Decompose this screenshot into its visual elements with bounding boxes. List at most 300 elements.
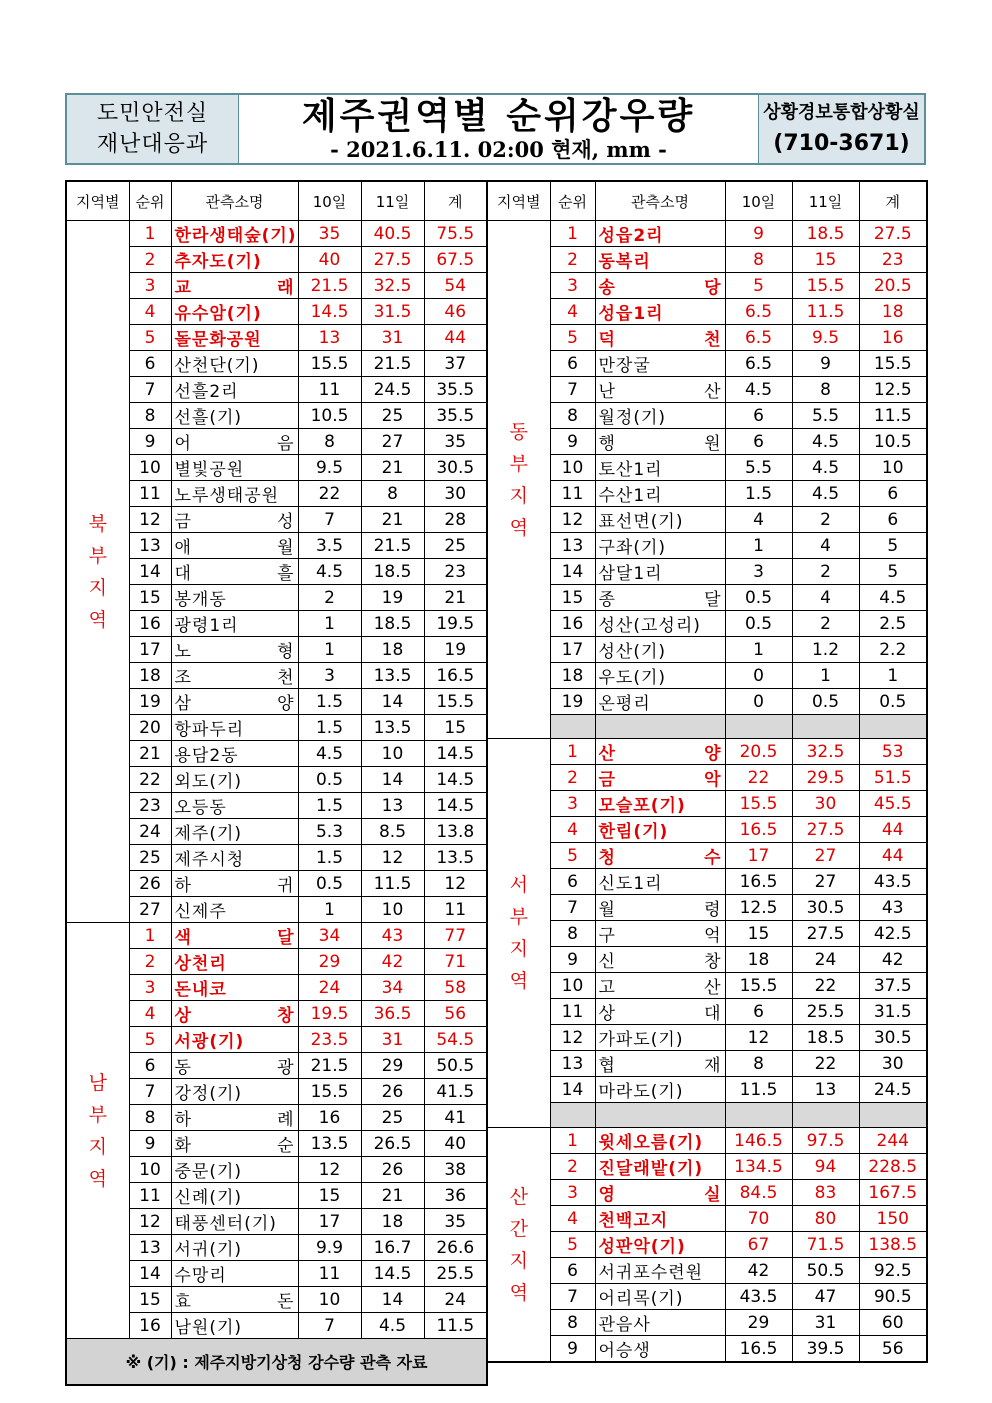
rain-total-cell: 40 xyxy=(424,1131,487,1157)
rain-total-cell: 12.5 xyxy=(859,377,927,403)
rain-total-cell: 71 xyxy=(424,949,487,975)
rain-10th-cell: 11.5 xyxy=(725,1077,792,1103)
rain-11th-cell: 50.5 xyxy=(792,1258,859,1284)
org-line-2: 재난대응과 xyxy=(96,132,209,157)
org-line-1: 도민안전실 xyxy=(96,101,209,126)
table-row xyxy=(66,429,487,455)
rain-total-cell: 15.5 xyxy=(424,689,487,715)
rank-cell: 9 xyxy=(550,429,595,455)
rain-total-cell: 36 xyxy=(424,1183,487,1209)
rain-11th-cell: 1.2 xyxy=(792,637,859,663)
rain-10th-cell: 1.5 xyxy=(298,715,361,741)
rain-total-cell: 20.5 xyxy=(859,273,927,299)
rain-10th-cell: 6.5 xyxy=(725,351,792,377)
rain-11th-cell: 31 xyxy=(361,325,424,351)
station-name-cell: 노 형 xyxy=(171,637,298,663)
rain-11th-cell: 11.5 xyxy=(361,871,424,897)
station-name-cell: 추자도(기) xyxy=(171,247,298,273)
rain-11th-cell: 18.5 xyxy=(361,559,424,585)
station-name-cell: 산천단(기) xyxy=(171,351,298,377)
rank-cell: 19 xyxy=(550,689,595,715)
rank-cell: 3 xyxy=(129,273,171,299)
rank-cell: 5 xyxy=(129,325,171,351)
station-name-cell: 봉개동 xyxy=(171,585,298,611)
station-name-cell: 선흘(기) xyxy=(171,403,298,429)
rain-11th-cell: 9 xyxy=(792,351,859,377)
rank-cell: 4 xyxy=(129,299,171,325)
rain-10th-cell: 10.5 xyxy=(298,403,361,429)
rain-total-cell: 56 xyxy=(424,1001,487,1027)
table-row xyxy=(487,999,927,1025)
rank-cell: 24 xyxy=(129,819,171,845)
rain-total-cell: 35.5 xyxy=(424,403,487,429)
rain-10th-cell: 15.5 xyxy=(298,1079,361,1105)
rain-total-cell: 15 xyxy=(424,715,487,741)
station-name-cell: 온평리 xyxy=(595,689,725,715)
rain-11th-cell: 22 xyxy=(792,973,859,999)
station-name-cell: 어리목(기) xyxy=(595,1284,725,1310)
rain-total-cell: 24 xyxy=(424,1287,487,1313)
rain-10th-cell: 1.5 xyxy=(298,845,361,871)
rain-10th-cell: 21.5 xyxy=(298,1053,361,1079)
rain-11th-cell: 27.5 xyxy=(792,921,859,947)
table-row xyxy=(66,819,487,845)
rank-cell: 14 xyxy=(129,1261,171,1287)
rain-total-cell: 27.5 xyxy=(859,221,927,247)
table-row xyxy=(487,611,927,637)
rank-cell: 11 xyxy=(129,481,171,507)
rain-total-cell: 19 xyxy=(424,637,487,663)
rain-total-cell: 92.5 xyxy=(859,1258,927,1284)
rain-total-cell: 23 xyxy=(424,559,487,585)
rank-cell: 25 xyxy=(129,845,171,871)
table-row xyxy=(66,1079,487,1105)
rain-11th-cell: 22 xyxy=(792,1051,859,1077)
table-row xyxy=(487,1232,927,1258)
rainfall-table-left xyxy=(65,180,488,1386)
empty-cell xyxy=(725,715,792,739)
rain-10th-cell: 1 xyxy=(725,533,792,559)
table-row xyxy=(487,817,927,843)
rain-11th-cell: 8 xyxy=(792,377,859,403)
rain-total-cell: 138.5 xyxy=(859,1232,927,1258)
table-row xyxy=(487,1284,927,1310)
table-row xyxy=(66,767,487,793)
station-name-cell: 효 돈 xyxy=(171,1287,298,1313)
rain-total-cell: 90.5 xyxy=(859,1284,927,1310)
rain-total-cell: 26.6 xyxy=(424,1235,487,1261)
rain-11th-cell: 32.5 xyxy=(792,739,859,765)
rain-11th-cell: 24.5 xyxy=(361,377,424,403)
rain-total-cell: 15.5 xyxy=(859,351,927,377)
table-row xyxy=(487,1077,927,1103)
station-name-cell: 항파두리 xyxy=(171,715,298,741)
rank-cell: 3 xyxy=(129,975,171,1001)
rain-11th-cell: 27.5 xyxy=(792,817,859,843)
table-row xyxy=(487,507,927,533)
rain-11th-cell: 25 xyxy=(361,403,424,429)
rain-total-cell: 67.5 xyxy=(424,247,487,273)
rain-11th-cell: 14 xyxy=(361,767,424,793)
rain-11th-cell: 30 xyxy=(792,791,859,817)
rain-11th-cell: 21.5 xyxy=(361,533,424,559)
rain-10th-cell: 5.5 xyxy=(725,455,792,481)
rain-10th-cell: 16.5 xyxy=(725,869,792,895)
rain-11th-cell: 15 xyxy=(792,247,859,273)
footnote-row xyxy=(66,1339,487,1385)
empty-cell xyxy=(595,715,725,739)
station-name-cell: 성산(고성리) xyxy=(595,611,725,637)
region-label: 동부지역 xyxy=(487,221,550,739)
rain-total-cell: 30 xyxy=(424,481,487,507)
table-row xyxy=(487,973,927,999)
rank-cell: 7 xyxy=(550,377,595,403)
station-name-cell: 만장굴 xyxy=(595,351,725,377)
rank-cell: 16 xyxy=(550,611,595,637)
report-header xyxy=(65,93,926,165)
rain-11th-cell: 42 xyxy=(361,949,424,975)
rain-11th-cell: 1 xyxy=(792,663,859,689)
station-name-cell: 유수암(기) xyxy=(171,299,298,325)
rainfall-table-right xyxy=(486,180,928,1363)
rain-total-cell: 30.5 xyxy=(424,455,487,481)
rank-cell: 6 xyxy=(550,869,595,895)
rain-11th-cell: 83 xyxy=(792,1180,859,1206)
rain-10th-cell: 16.5 xyxy=(725,1336,792,1363)
rain-11th-cell: 18 xyxy=(361,1209,424,1235)
station-name-cell: 서귀(기) xyxy=(171,1235,298,1261)
empty-cell xyxy=(859,1103,927,1128)
col-header-10th: 10일 xyxy=(298,181,361,221)
rain-10th-cell: 4.5 xyxy=(298,559,361,585)
rain-10th-cell: 8 xyxy=(725,1051,792,1077)
rank-cell: 7 xyxy=(129,377,171,403)
table-row xyxy=(487,377,927,403)
rank-cell: 10 xyxy=(550,973,595,999)
station-name-cell: 난 산 xyxy=(595,377,725,403)
rain-10th-cell: 0.5 xyxy=(725,611,792,637)
rank-cell: 8 xyxy=(129,1105,171,1131)
station-name-cell: 삼 양 xyxy=(171,689,298,715)
station-name-cell: 송 당 xyxy=(595,273,725,299)
rain-total-cell: 31.5 xyxy=(859,999,927,1025)
rank-cell: 4 xyxy=(550,817,595,843)
station-name-cell: 별빛공원 xyxy=(171,455,298,481)
empty-cell xyxy=(550,1103,595,1128)
rain-total-cell: 53 xyxy=(859,739,927,765)
rain-total-cell: 23 xyxy=(859,247,927,273)
rank-cell: 11 xyxy=(550,999,595,1025)
rain-10th-cell: 4 xyxy=(725,507,792,533)
rank-cell: 10 xyxy=(550,455,595,481)
table-row xyxy=(487,1051,927,1077)
rank-cell: 15 xyxy=(129,585,171,611)
station-name-cell: 태풍센터(기) xyxy=(171,1209,298,1235)
station-name-cell: 수망리 xyxy=(171,1261,298,1287)
rain-10th-cell: 15 xyxy=(298,1183,361,1209)
table-row xyxy=(487,1025,927,1051)
station-name-cell: 모슬포(기) xyxy=(595,791,725,817)
table-row xyxy=(66,1105,487,1131)
station-name-cell: 청 수 xyxy=(595,843,725,869)
rank-cell: 14 xyxy=(550,1077,595,1103)
rain-total-cell: 43.5 xyxy=(859,869,927,895)
rain-total-cell: 13.8 xyxy=(424,819,487,845)
rain-10th-cell: 5.3 xyxy=(298,819,361,845)
station-name-cell: 하 귀 xyxy=(171,871,298,897)
rain-10th-cell: 70 xyxy=(725,1206,792,1232)
rank-cell: 10 xyxy=(129,1157,171,1183)
rain-10th-cell: 16 xyxy=(298,1105,361,1131)
rank-cell: 11 xyxy=(550,481,595,507)
rain-10th-cell: 67 xyxy=(725,1232,792,1258)
rain-10th-cell: 29 xyxy=(298,949,361,975)
rain-total-cell: 6 xyxy=(859,507,927,533)
rain-10th-cell: 6.5 xyxy=(725,325,792,351)
rain-10th-cell: 0 xyxy=(725,663,792,689)
rain-11th-cell: 21 xyxy=(361,1183,424,1209)
rain-10th-cell: 13.5 xyxy=(298,1131,361,1157)
rain-total-cell: 75.5 xyxy=(424,221,487,247)
rain-10th-cell: 4.5 xyxy=(725,377,792,403)
table-row xyxy=(487,739,927,765)
station-name-cell: 돌문화공원 xyxy=(171,325,298,351)
station-name-cell: 색 달 xyxy=(171,923,298,949)
table-row xyxy=(487,1154,927,1180)
station-name-cell: 중문(기) xyxy=(171,1157,298,1183)
station-name-cell: 금 악 xyxy=(595,765,725,791)
rain-total-cell: 41.5 xyxy=(424,1079,487,1105)
rain-11th-cell: 10 xyxy=(361,897,424,923)
rain-10th-cell: 12 xyxy=(725,1025,792,1051)
rain-total-cell: 16 xyxy=(859,325,927,351)
rain-total-cell: 14.5 xyxy=(424,767,487,793)
rain-11th-cell: 29.5 xyxy=(792,765,859,791)
rank-cell: 15 xyxy=(129,1287,171,1313)
station-name-cell: 산 양 xyxy=(595,739,725,765)
rain-11th-cell: 26 xyxy=(361,1157,424,1183)
rain-total-cell: 19.5 xyxy=(424,611,487,637)
rain-10th-cell: 40 xyxy=(298,247,361,273)
rank-cell: 6 xyxy=(129,351,171,377)
rain-11th-cell: 39.5 xyxy=(792,1336,859,1363)
rain-11th-cell: 11.5 xyxy=(792,299,859,325)
rain-10th-cell: 22 xyxy=(298,481,361,507)
station-name-cell: 선흘2리 xyxy=(171,377,298,403)
rank-cell: 2 xyxy=(550,247,595,273)
rain-10th-cell: 23.5 xyxy=(298,1027,361,1053)
rain-11th-cell: 25.5 xyxy=(792,999,859,1025)
station-name-cell: 제주시청 xyxy=(171,845,298,871)
rain-11th-cell: 18 xyxy=(361,637,424,663)
rank-cell: 9 xyxy=(129,1131,171,1157)
rank-cell: 8 xyxy=(550,921,595,947)
station-name-cell: 화 순 xyxy=(171,1131,298,1157)
rank-cell: 13 xyxy=(550,1051,595,1077)
rank-cell: 15 xyxy=(550,585,595,611)
station-name-cell: 구좌(기) xyxy=(595,533,725,559)
table-row xyxy=(487,1310,927,1336)
table-row xyxy=(66,325,487,351)
table-row xyxy=(487,351,927,377)
rain-total-cell: 25 xyxy=(424,533,487,559)
rain-10th-cell: 1.5 xyxy=(725,481,792,507)
rain-10th-cell: 1.5 xyxy=(298,793,361,819)
rank-cell: 12 xyxy=(129,1209,171,1235)
rain-11th-cell: 43 xyxy=(361,923,424,949)
rain-total-cell: 28 xyxy=(424,507,487,533)
table-row xyxy=(487,765,927,791)
page-title: 제주권역별 순위강우량 xyxy=(301,96,696,137)
col-header-station: 관측소명 xyxy=(595,181,725,221)
rain-11th-cell: 10 xyxy=(361,741,424,767)
rain-11th-cell: 71.5 xyxy=(792,1232,859,1258)
rank-cell: 1 xyxy=(129,923,171,949)
station-name-cell: 진달래밭(기) xyxy=(595,1154,725,1180)
rank-cell: 3 xyxy=(550,273,595,299)
rain-11th-cell: 31 xyxy=(792,1310,859,1336)
rank-cell: 7 xyxy=(550,895,595,921)
rain-total-cell: 2.5 xyxy=(859,611,927,637)
station-name-cell: 강정(기) xyxy=(171,1079,298,1105)
rain-total-cell: 13.5 xyxy=(424,845,487,871)
office-name: 상황경보통합상황실 xyxy=(763,102,920,123)
rank-cell: 22 xyxy=(129,767,171,793)
rain-total-cell: 10.5 xyxy=(859,429,927,455)
region-label: 북부지역 xyxy=(66,221,129,923)
rain-11th-cell: 4 xyxy=(792,533,859,559)
col-header-11th: 11일 xyxy=(361,181,424,221)
table-row xyxy=(487,247,927,273)
rain-11th-cell: 13 xyxy=(792,1077,859,1103)
rank-cell: 26 xyxy=(129,871,171,897)
rain-10th-cell: 0 xyxy=(725,689,792,715)
table-row xyxy=(66,403,487,429)
rank-cell: 9 xyxy=(550,1336,595,1363)
rain-11th-cell: 13.5 xyxy=(361,715,424,741)
rain-total-cell: 2.2 xyxy=(859,637,927,663)
rain-10th-cell: 18 xyxy=(725,947,792,973)
station-name-cell: 월 령 xyxy=(595,895,725,921)
rain-10th-cell: 2 xyxy=(298,585,361,611)
table-row xyxy=(487,481,927,507)
col-header-rank: 순위 xyxy=(129,181,171,221)
table-row xyxy=(487,1336,927,1363)
rain-10th-cell: 9.9 xyxy=(298,1235,361,1261)
rain-10th-cell: 10 xyxy=(298,1287,361,1313)
table-row xyxy=(487,1128,927,1154)
rank-cell: 6 xyxy=(550,1258,595,1284)
rain-total-cell: 37 xyxy=(424,351,487,377)
rank-cell: 5 xyxy=(550,1232,595,1258)
rain-11th-cell: 47 xyxy=(792,1284,859,1310)
rain-11th-cell: 31 xyxy=(361,1027,424,1053)
rain-10th-cell: 5 xyxy=(725,273,792,299)
rain-11th-cell: 4.5 xyxy=(792,481,859,507)
station-name-cell: 한라생태숲(기) xyxy=(171,221,298,247)
table-row xyxy=(66,1313,487,1339)
rain-total-cell: 21 xyxy=(424,585,487,611)
rain-10th-cell: 9.5 xyxy=(298,455,361,481)
rank-cell: 4 xyxy=(129,1001,171,1027)
table-row xyxy=(66,1027,487,1053)
rain-10th-cell: 1 xyxy=(298,897,361,923)
station-name-cell: 애 월 xyxy=(171,533,298,559)
rank-cell: 13 xyxy=(129,533,171,559)
table-row xyxy=(66,273,487,299)
rain-10th-cell: 16.5 xyxy=(725,817,792,843)
rain-11th-cell: 30.5 xyxy=(792,895,859,921)
rain-total-cell: 37.5 xyxy=(859,973,927,999)
rain-11th-cell: 18.5 xyxy=(792,221,859,247)
rain-total-cell: 77 xyxy=(424,923,487,949)
rain-10th-cell: 1.5 xyxy=(298,689,361,715)
rain-total-cell: 30.5 xyxy=(859,1025,927,1051)
table-row xyxy=(66,1261,487,1287)
table-row xyxy=(487,1258,927,1284)
rank-cell: 4 xyxy=(550,299,595,325)
station-name-cell: 삼달1리 xyxy=(595,559,725,585)
rank-cell: 1 xyxy=(550,739,595,765)
rank-cell: 17 xyxy=(550,637,595,663)
rain-11th-cell: 2 xyxy=(792,507,859,533)
station-name-cell: 오등동 xyxy=(171,793,298,819)
region-label: 남부지역 xyxy=(66,923,129,1339)
rank-cell: 20 xyxy=(129,715,171,741)
rain-total-cell: 14.5 xyxy=(424,793,487,819)
rank-cell: 3 xyxy=(550,791,595,817)
station-name-cell: 금 성 xyxy=(171,507,298,533)
rain-total-cell: 50.5 xyxy=(424,1053,487,1079)
rain-total-cell: 41 xyxy=(424,1105,487,1131)
rank-cell: 10 xyxy=(129,455,171,481)
rain-10th-cell: 14.5 xyxy=(298,299,361,325)
rank-cell: 9 xyxy=(129,429,171,455)
table-row xyxy=(487,299,927,325)
empty-row xyxy=(487,1103,927,1128)
rain-10th-cell: 13 xyxy=(298,325,361,351)
station-name-cell: 한림(기) xyxy=(595,817,725,843)
rain-10th-cell: 3 xyxy=(298,663,361,689)
rain-10th-cell: 4.5 xyxy=(298,741,361,767)
rain-total-cell: 35 xyxy=(424,429,487,455)
table-row xyxy=(66,871,487,897)
rain-10th-cell: 15.5 xyxy=(298,351,361,377)
rain-11th-cell: 14.5 xyxy=(361,1261,424,1287)
station-name-cell: 성판악(기) xyxy=(595,1232,725,1258)
rank-cell: 12 xyxy=(550,507,595,533)
station-name-cell: 하 례 xyxy=(171,1105,298,1131)
table-row xyxy=(66,455,487,481)
station-name-cell: 성읍1리 xyxy=(595,299,725,325)
rain-total-cell: 4.5 xyxy=(859,585,927,611)
table-row xyxy=(66,689,487,715)
rank-cell: 1 xyxy=(129,221,171,247)
table-header-row xyxy=(487,181,927,221)
rain-10th-cell: 0.5 xyxy=(298,871,361,897)
table-row xyxy=(487,429,927,455)
rain-10th-cell: 0.5 xyxy=(298,767,361,793)
rain-10th-cell: 21.5 xyxy=(298,273,361,299)
rain-total-cell: 51.5 xyxy=(859,765,927,791)
rain-11th-cell: 12 xyxy=(361,845,424,871)
rain-11th-cell: 15.5 xyxy=(792,273,859,299)
station-name-cell: 동복리 xyxy=(595,247,725,273)
table-row xyxy=(66,1209,487,1235)
col-header-region: 지역별 xyxy=(487,181,550,221)
rank-cell: 14 xyxy=(550,559,595,585)
rain-10th-cell: 20.5 xyxy=(725,739,792,765)
